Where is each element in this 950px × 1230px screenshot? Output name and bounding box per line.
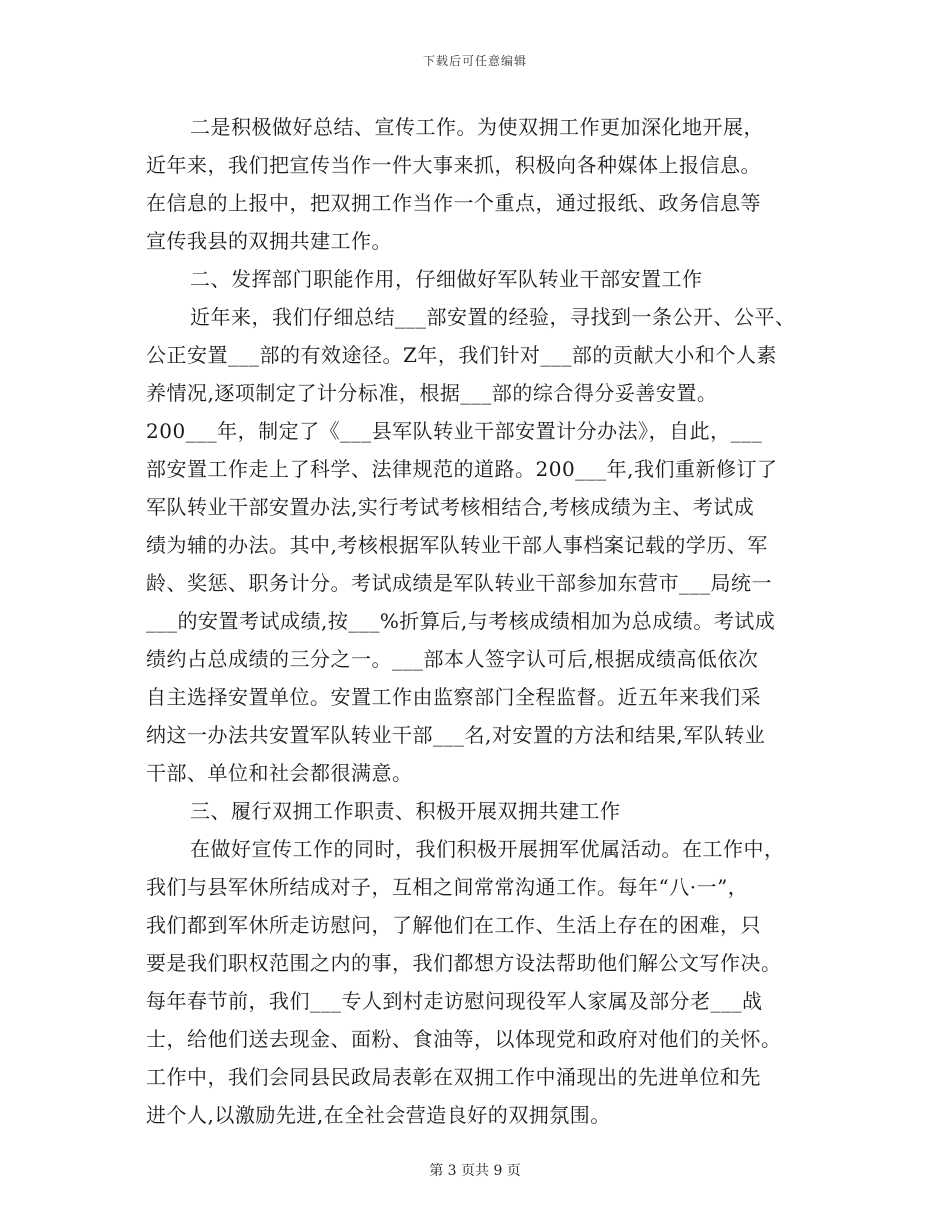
paragraph-line: 绩为辅的办法。其中,考核根据军队转业干部人事档案记载的学历、军 [146, 533, 768, 557]
paragraph-line: 近年来，我们把宣传当作一件大事来抓，积极向各种媒体上报信息。 [146, 153, 761, 177]
paragraph-line: 每年春节前，我们___专人到村走访慰问现役军人家属及部分老___战 [146, 989, 763, 1013]
paragraph-line: 近年来，我们仔细总结___部安置的经验，寻找到一条公开、公平、 [190, 305, 796, 329]
paragraph-line: 养情况,逐项制定了计分标准，根据___部的综合得分妥善安置。 [146, 381, 718, 405]
paragraph-line: 自主选择安置单位。安置工作由监察部门全程监督。近五年来我们采 [146, 685, 761, 709]
page-header: 下载后可任意编辑 [422, 54, 527, 68]
paragraph-line: ___的安置考试成绩,按___%折算后,与考核成绩相加为总成绩。考试成 [146, 609, 776, 633]
paragraph-line: 绩约占总成绩的三分之一。___部本人签字认可后,根据成绩高低依次 [146, 647, 759, 671]
paragraph-line: 我们与县军休所结成对子，互相之间常常沟通工作。每年“八·一”， [146, 875, 749, 899]
paragraph-line: 工作中，我们会同县民政局表彰在双拥工作中涌现出的先进单位和先 [146, 1065, 761, 1089]
paragraph-line: 我们都到军休所走访慰问，了解他们在工作、生活上存在的困难，只 [146, 913, 761, 937]
paragraph-line: 200___年，制定了《___县军队转业干部安置计分办法》，自此，___ [146, 419, 763, 443]
paragraph-line: 宣传我县的双拥共建工作。 [146, 229, 392, 253]
paragraph-line: 在做好宣传工作的同时，我们积极开展拥军优属活动。在工作中， [190, 837, 785, 861]
paragraph-line: 公正安置___部的有效途径。Z年，我们针对___部的贡献大小和个人素 [146, 343, 777, 367]
paragraph-line: 二是积极做好总结、宣传工作。为使双拥工作更加深化地开展， [190, 115, 764, 139]
paragraph-line: 龄、奖惩、职务计分。考试成绩是军队转业干部参加东营市___局统一 [146, 571, 772, 595]
paragraph-line: 纳这一办法共安置军队转业干部___名,对安置的方法和结果,军队转业 [146, 723, 766, 747]
paragraph-line: 要是我们职权范围之内的事，我们都想方设法帮助他们解公文写作决。 [146, 951, 782, 975]
paragraph-line: 部安置工作走上了科学、法律规范的道路。200___年,我们重新修订了 [146, 457, 778, 481]
paragraph-line: 军队转业干部安置办法,实行考试考核相结合,考核成绩为主、考试成 [146, 495, 755, 519]
page-footer: 第 3 页共 9 页 [429, 1163, 521, 1179]
paragraph-line: 士，给他们送去现金、面粉、食油等，以体现党和政府对他们的关怀。 [146, 1027, 782, 1051]
section-heading: 二、发挥部门职能作用，仔细做好军队转业干部安置工作 [190, 267, 703, 291]
section-heading: 三、履行双拥工作职责、积极开展双拥共建工作 [190, 799, 621, 823]
paragraph-line: 进个人,以激励先进,在全社会营造良好的双拥氛围。 [146, 1103, 611, 1127]
paragraph-line: 在信息的上报中，把双拥工作当作一个重点，通过报纸、政务信息等 [146, 191, 761, 215]
document-body [146, 108, 826, 1134]
paragraph-line: 干部、单位和社会都很满意。 [146, 761, 413, 785]
